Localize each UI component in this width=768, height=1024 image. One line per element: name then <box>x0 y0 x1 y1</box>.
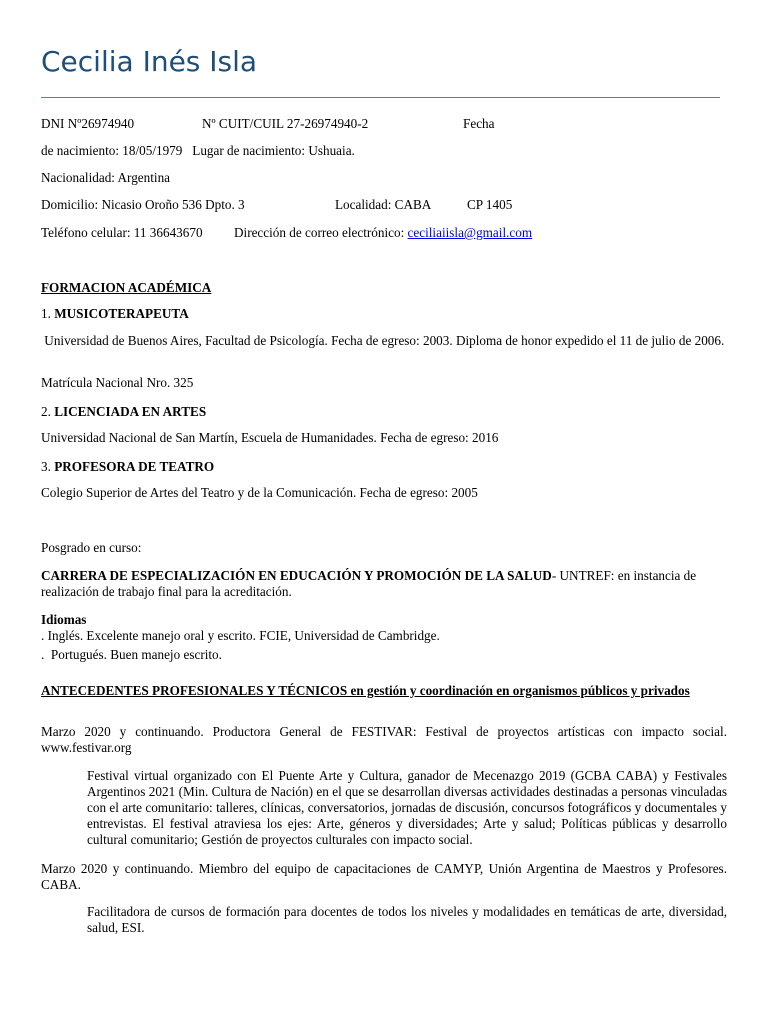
dni-text: DNI Nº26974940 <box>41 116 135 131</box>
phone-text: Teléfono celular: 11 36643670 <box>41 225 203 240</box>
formacion-item-2-detail: Universidad Nacional de San Martín, Escuela de Humanidades. Fecha de egreso: 2016 <box>41 430 499 445</box>
postal-code-text: CP 1405 <box>467 197 513 212</box>
cuit-text: Nº CUIT/CUIL 27-26974940-2 <box>202 116 369 131</box>
formacion-item-2-title-row <box>41 404 206 420</box>
formacion-item-1-detail: Universidad de Buenos Aires, Facultad de Psicología. Fecha de egreso: 2003. Diploma de honor expedido el 11 de julio de 2006. <box>41 333 725 348</box>
antecedentes-heading: ANTECEDENTES PROFESIONALES Y TÉCNICOS en gestión y coordinación en organismos públicos y privados <box>41 683 690 698</box>
formacion-item-1-extra: Matrícula Nacional Nro. 325 <box>41 375 194 390</box>
email-link[interactable]: ceciliaiisla@gmail.com <box>407 225 533 240</box>
fecha-text: Fecha <box>463 116 495 131</box>
formacion-item-2-title: LICENCIADA EN ARTES <box>54 404 207 419</box>
idiomas-heading: Idiomas <box>41 612 87 627</box>
antecedentes-entry-1-description: Festival virtual organizado con El Puente Arte y Cultura, ganador de Mecenazgo 2019 (GCBA CABA) y Festivales Argentinos 2021 (Min. Cultura de Nación) en el que se desarrollan diversas actividades destinadas a personas vinculadas con el arte comunitario: talleres, clínicas, conversatorios, jornadas de discusión, concursos fotográficos y documentales y entrevistas. El festival atraviesa los ejes: Arte, géneros y diversidades; Arte y salud; Políticas públicas y desarrollo cultural comunitario; Gestión de proyectos culturales con impacto social. <box>87 768 727 847</box>
idiomas-item-portuguese: . Portugués. Buen manejo escrito. <box>41 647 222 662</box>
posgrado-paragraph <box>41 568 727 600</box>
formacion-item-3-title: PROFESORA DE TEATRO <box>54 459 215 474</box>
antecedentes-entry-2-description: Facilitadora de cursos de formación para docentes de todos los niveles y modalidades en temáticas de arte, diversidad, salud, ESI. <box>87 904 727 935</box>
antecedentes-entry-2-summary: Marzo 2020 y continuando. Miembro del equipo de capacitaciones de CAMYP, Unión Argentina de Maestros y Profesores. CABA. <box>41 861 727 892</box>
formacion-item-2-number: 2. <box>41 404 51 419</box>
formacion-item-3-number: 3. <box>41 459 51 474</box>
posgrado-rest: - UNTREF: en instancia de realización de trabajo final para la acreditación. <box>41 568 697 599</box>
locality-text: Localidad: CABA <box>335 197 432 212</box>
address-text: Domicilio: Nicasio Oroño 536 Dpto. 3 <box>41 197 245 212</box>
nationality-line: Nacionalidad: Argentina <box>41 170 171 185</box>
formacion-heading: FORMACION ACADÉMICA <box>41 280 212 295</box>
cv-name-title: Cecilia Inés Isla <box>41 45 258 78</box>
antecedentes-entry-1-summary: Marzo 2020 y continuando. Productora General de FESTIVAR: Festival de proyectos artísticas con impacto social. www.festivar.org <box>41 724 727 755</box>
email-label: Dirección de correo electrónico: <box>234 225 405 240</box>
contact-email-row <box>234 225 532 241</box>
formacion-item-3-detail: Colegio Superior de Artes del Teatro y de la Comunicación. Fecha de egreso: 2005 <box>41 485 478 500</box>
posgrado-title: CARRERA DE ESPECIALIZACIÓN EN EDUCACIÓN Y PROMOCIÓN DE LA SALUD <box>41 568 552 583</box>
formacion-item-1-title: MUSICOTERAPEUTA <box>54 306 189 321</box>
formacion-item-1-title-row <box>41 306 189 322</box>
idiomas-item-english: . Inglés. Excelente manejo oral y escrito. FCIE, Universidad de Cambridge. <box>41 628 440 643</box>
formacion-item-3-title-row <box>41 459 214 475</box>
title-underline-rule <box>41 97 720 98</box>
birth-line: de nacimiento: 18/05/1979 Lugar de nacimiento: Ushuaia. <box>41 143 355 158</box>
posgrado-label: Posgrado en curso: <box>41 540 142 555</box>
formacion-item-1-number: 1. <box>41 306 51 321</box>
